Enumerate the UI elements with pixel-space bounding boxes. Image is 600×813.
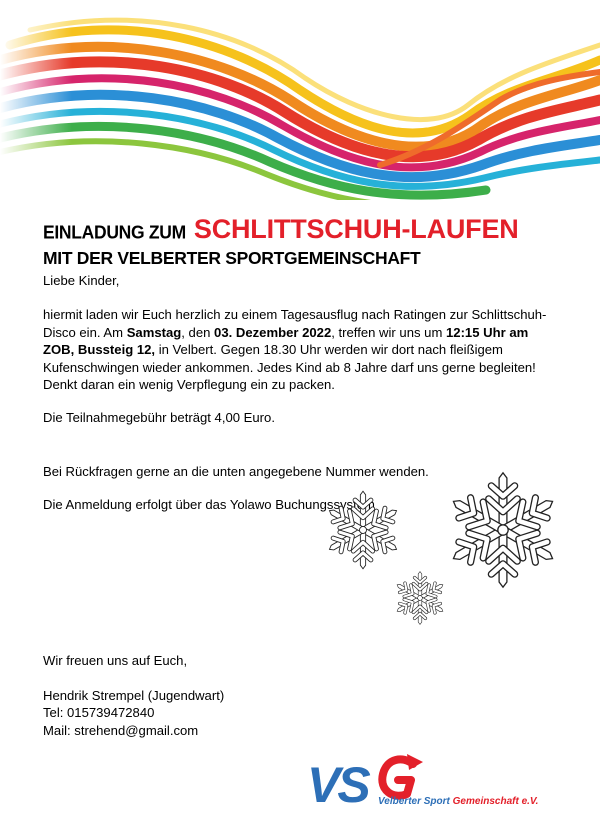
headline-prefix: EINLADUNG ZUM <box>43 221 186 243</box>
body-date: 03. Dezember 2022 <box>214 324 332 340</box>
logo-tagline <box>378 796 538 807</box>
headline-highlight: SCHLITTSCHUH-LAUFEN <box>193 214 519 244</box>
body-text-2: , den <box>181 324 215 340</box>
invitation-body <box>43 306 563 393</box>
body-meeting-point: 12:15 Uhr am ZOB, Bussteig 12, <box>43 324 529 358</box>
headline <box>43 214 563 250</box>
body-day: Samstag <box>126 324 182 340</box>
snowflakes-decoration <box>325 468 570 633</box>
signature-name: Hendrik Strempel (Jugendwart) <box>43 687 225 703</box>
snowflake-icon <box>394 572 446 625</box>
registration-text: Die Anmeldung erfolgt über das Yolawo Buchungssystem <box>43 497 375 513</box>
logo-tagline-blue: Velberter Sport <box>378 796 450 807</box>
body-text-3: , treffen wir uns um <box>331 324 446 340</box>
signature-mail: Mail: strehend@gmail.com <box>43 722 199 738</box>
rainbow-swoosh-banner <box>0 0 600 200</box>
headline-subtitle: MIT DER VELBERTER SPORTGEMEINSCHAFT <box>43 248 421 268</box>
snowflake-icon <box>325 491 401 568</box>
body-text-1: hiermit laden wir Euch herzlich zu einem Tagesausflug nach Ratingen zur Schlittschuh-Disco ein. Am <box>43 307 547 340</box>
body-text-4: in Velbert. Gegen 18.30 Uhr werden wir dort nach fleißigem Kufenschwingen wieder ankommen. Jedes Kind ab 8 Jahre darf uns gerne begleiten! Denkt daran ein wenig Verpflegung ein zu packen. <box>43 342 536 393</box>
greeting: Liebe Kinder, <box>43 273 120 288</box>
signature-phone: Tel: 015739472840 <box>43 705 155 720</box>
fee-text: Die Teilnahmegebühr beträgt 4,00 Euro. <box>43 410 275 426</box>
snowflake-icon <box>446 473 559 587</box>
logo-letters: VS <box>307 757 368 810</box>
closing-block <box>43 652 224 739</box>
logo-tagline-red: Gemeinschaft e.V. <box>452 796 539 807</box>
closing-text: Wir freuen uns auf Euch, <box>43 653 188 668</box>
questions-text: Bei Rückfragen gerne an die unten angegebene Nummer wenden. <box>43 463 429 479</box>
